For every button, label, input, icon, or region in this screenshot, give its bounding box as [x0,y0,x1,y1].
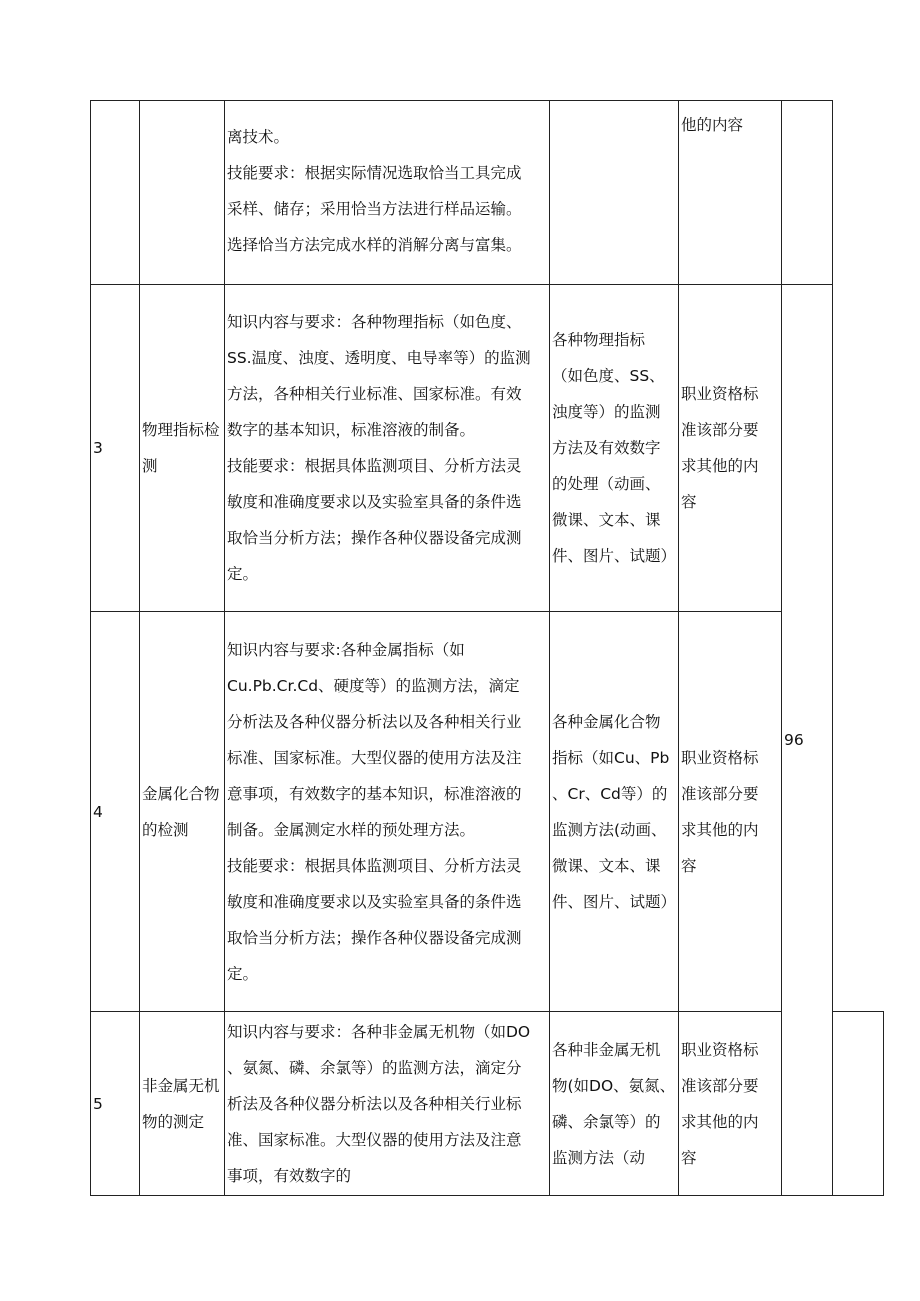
media-line: 各种金属化合物 [552,712,661,731]
standard-requirements [679,612,782,1012]
standard-line: 容 [681,856,697,875]
title-line: 金属化合物 [142,784,220,803]
title-line: 测 [142,457,158,475]
standard-line: 容 [681,1148,697,1167]
content-line: 离技术。 [227,128,290,146]
module-title [140,1012,225,1196]
media-line: 方法及有效数字 [552,439,661,457]
media-line: 件、图片、试题） [552,547,677,565]
content-requirements [225,612,550,1012]
teaching-resources [550,612,679,1012]
standard-requirements [679,1012,782,1196]
content-line: 技能要求：根据实际情况选取恰当工具完成 [227,164,522,182]
content-line: 准、国家标准。大型仪器的使用方法及注意 [227,1130,522,1149]
table-row [91,1012,884,1196]
content-line: 采样、储存；采用恰当方法进行样品运输。 [227,200,522,218]
media-line: 的处理（动画、 [552,475,661,493]
media-line: 物(如DO、氨氮、 [552,1076,676,1095]
content-line: 选择恰当方法完成水样的消解分离与富集。 [227,236,522,254]
media-line: 件、图片、试题） [552,892,677,911]
content-requirements [225,101,550,285]
curriculum-table [90,100,884,1196]
media-line: 、Cr、Cd等）的 [552,784,668,803]
content-line: 析法及各种仪器分析法以及各种相关行业标 [227,1094,522,1113]
standard-line: 准该部分要 [681,1076,759,1095]
module-title [140,285,225,612]
standard-line: 准该部分要 [681,421,759,439]
content-line: 标准、国家标准。大型仪器的使用方法及注 [227,748,522,767]
title-line: 物理指标检 [142,421,220,439]
table-row [91,612,884,1012]
content-line: 意事项，有效数字的基本知识，标准溶液的 [227,784,522,803]
content-line: 定。 [227,964,259,983]
standard-requirements [679,285,782,612]
content-line: 知识内容与要求：各种物理指标（如色度、 [227,313,522,331]
content-line: 定。 [227,565,259,583]
content-line: 技能要求：根据具体监测项目、分析方法灵 [227,856,522,875]
standard-line: 求其他的内 [681,457,759,475]
module-title [140,101,225,285]
content-line: Cu.Pb.Cr.Cd、硬度等）的监测方法，滴定 [227,676,520,695]
media-line: （如色度、SS、 [552,367,665,385]
content-line: 技能要求：根据具体监测项目、分析方法灵 [227,457,522,475]
media-line: 浊度等）的监测 [552,403,661,421]
module-title [140,612,225,1012]
content-line: 分析法及各种仪器分析法以及各种相关行业 [227,712,522,731]
content-line: SS.温度、浊度、透明度、电导率等）的监测 [227,349,531,367]
row-number: 5 [91,1012,140,1196]
hours-cell-top [782,101,833,285]
title-line: 物的测定 [142,1112,205,1131]
media-line: 微课、文本、课 [552,511,661,529]
row-number: 4 [91,612,140,1012]
standard-line: 求其他的内 [681,820,759,839]
media-line: 监测方法（动 [552,1148,646,1167]
content-line: 、氨氮、磷、余氯等）的监测方法，滴定分 [227,1058,522,1077]
table-row [91,285,884,612]
media-line: 微课、文本、课 [552,856,661,875]
content-line: 知识内容与要求:各种金属指标（如 [227,640,465,659]
standard-line: 求其他的内 [681,1112,759,1131]
row-number [91,101,140,285]
standard-requirements [679,101,782,285]
content-line: 数字的基本知识，标准溶液的制备。 [227,421,476,439]
content-requirements [225,285,550,612]
teaching-resources [550,285,679,612]
media-line: 监测方法(动画、 [552,820,667,839]
content-line: 取恰当分析方法；操作各种仪器设备完成测 [227,928,522,947]
standard-line: 容 [681,493,697,511]
content-line: 事项，有效数字的 [227,1166,352,1185]
content-line: 制备。金属测定水样的预处理方法。 [227,820,476,839]
standard-line: 职业资格标 [681,1040,759,1059]
standard-line: 职业资格标 [681,748,759,767]
class-hours: 96 [782,285,833,1196]
teaching-resources [550,101,679,285]
content-line: 敏度和准确度要求以及实验室具备的条件选 [227,892,522,911]
content-line: 知识内容与要求：各种非金属无机物（如DO [227,1022,531,1041]
teaching-resources [550,1012,679,1196]
standard-line: 职业资格标 [681,385,759,403]
hours-cell-bottom [833,1012,884,1196]
title-line: 的检测 [142,820,189,839]
row-number: 3 [91,285,140,612]
standard-line: 准该部分要 [681,784,759,803]
media-line: 各种非金属无机 [552,1040,661,1059]
media-line: 各种物理指标 [552,331,646,349]
content-line: 方法，各种相关行业标准、国家标准。有效 [227,385,522,403]
media-line: 磷、余氯等）的 [552,1112,661,1131]
standard-line: 他的内容 [681,116,744,134]
content-line: 取恰当分析方法；操作各种仪器设备完成测 [227,529,522,547]
content-line: 敏度和准确度要求以及实验室具备的条件选 [227,493,522,511]
table-row [91,101,884,285]
title-line: 非金属无机 [142,1076,220,1095]
media-line: 指标（如Cu、Pb [552,748,670,767]
content-requirements [225,1012,550,1196]
